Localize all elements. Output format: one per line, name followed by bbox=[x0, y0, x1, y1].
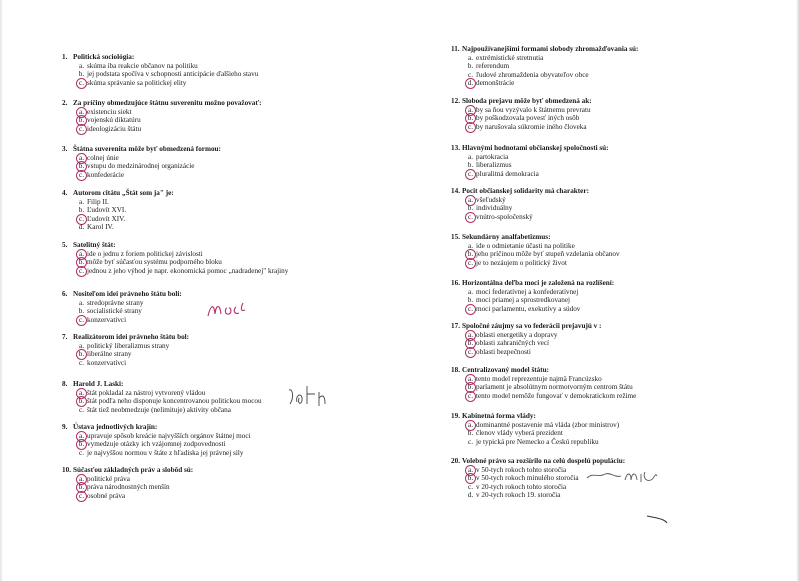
question-title bbox=[62, 241, 288, 250]
answer-text: štát podľa neho disponuje koncentrovanou politickou mocou bbox=[87, 397, 262, 406]
answer-text: moci priamej a sprostredkovanej bbox=[476, 296, 571, 305]
answer-text: je typická pre Nemecko a Českú republiku bbox=[476, 437, 599, 446]
question-text: Štátna suverenita môže byť obmedzená formou: bbox=[73, 145, 221, 153]
answer-option bbox=[465, 71, 638, 80]
question-number: 6. bbox=[62, 290, 68, 298]
answer-letter-circled: c. bbox=[465, 123, 476, 132]
answer-option bbox=[76, 449, 251, 458]
answer-text: jej podstata spočíva v schopnosti anticipácie ďalšieho stavu bbox=[87, 70, 259, 79]
answer-letter-circled: b. bbox=[465, 339, 476, 348]
answer-text: upravuje spôsob kreácie najvyšších orgánov štátnej moci bbox=[87, 431, 251, 440]
answer-letter: b. bbox=[467, 161, 474, 170]
question-text: Hlavnými hodnotami občianskej spoločnosti sú: bbox=[462, 144, 609, 152]
question-number: 16. bbox=[451, 279, 460, 287]
answer-option bbox=[76, 475, 193, 484]
answer-letter-circled: c. bbox=[465, 213, 476, 222]
answer-text: moci parlamentu, exekutívy a súdov bbox=[476, 304, 581, 313]
answer-letter-circled: b. bbox=[76, 258, 87, 267]
answer-text: Karol IV. bbox=[87, 223, 114, 232]
question-number: 18. bbox=[451, 366, 460, 374]
question-text: Spoločné záujmy sa vo federácii prejavujú v : bbox=[462, 322, 602, 330]
answer-options bbox=[465, 196, 589, 222]
question-block bbox=[62, 145, 221, 179]
answer-letter-circled: a. bbox=[465, 106, 476, 115]
answer-options bbox=[465, 375, 636, 401]
question-text: Za príčiny obmedzujúce štátnu suverenitu možno považovať: bbox=[73, 99, 262, 107]
question-title bbox=[62, 380, 262, 389]
answer-text: je to nezáujem o politický život bbox=[476, 258, 567, 267]
answer-letter: a. bbox=[468, 53, 473, 62]
answer-options bbox=[465, 242, 620, 268]
answer-options bbox=[76, 108, 262, 134]
answer-letter-circled: a. bbox=[76, 250, 87, 259]
answer-text: colnej únie bbox=[87, 153, 119, 162]
answer-letter-circled: a. bbox=[76, 108, 87, 117]
answer-letter: c. bbox=[79, 358, 84, 367]
answer-option bbox=[76, 154, 221, 163]
answer-option bbox=[465, 331, 601, 340]
question-block bbox=[451, 187, 589, 221]
question-text: Satelitný štát: bbox=[73, 241, 116, 249]
answer-text: demonštrácie bbox=[476, 79, 515, 88]
answer-text: liberálne strany bbox=[87, 350, 132, 359]
answer-option bbox=[465, 383, 636, 392]
handwritten-tick-mark bbox=[645, 510, 671, 526]
question-block bbox=[62, 380, 262, 414]
answer-letter: b. bbox=[78, 70, 85, 79]
answer-letter-circled: b. bbox=[76, 397, 87, 406]
answer-options bbox=[76, 250, 288, 276]
answer-option bbox=[76, 342, 189, 351]
question-text: Politická sociológia: bbox=[73, 53, 135, 61]
answer-letter-circled: b. bbox=[76, 483, 87, 492]
answer-letter: d. bbox=[467, 491, 474, 500]
answer-option bbox=[76, 198, 174, 207]
question-title bbox=[62, 423, 251, 432]
question-number: 9. bbox=[62, 423, 68, 431]
answer-letter: b. bbox=[467, 296, 474, 305]
answer-letter-circled: c. bbox=[465, 259, 476, 268]
question-block bbox=[451, 366, 636, 400]
answer-letter-circled: c. bbox=[76, 316, 87, 325]
question-title bbox=[451, 366, 636, 375]
question-number: 13. bbox=[451, 144, 460, 152]
question-text: Sekundárny analfabetizmus: bbox=[462, 233, 551, 241]
answer-option bbox=[76, 223, 174, 232]
question-text: Volebné právo sa rozšírilo na celú dospelú populáciu: bbox=[462, 457, 626, 465]
answer-option bbox=[76, 359, 189, 368]
question-number: 10. bbox=[62, 466, 71, 474]
answer-letter-circled: a. bbox=[465, 196, 476, 205]
question-block bbox=[62, 53, 258, 87]
answer-text: referendum bbox=[476, 62, 510, 71]
question-text: Pocit občianskej solidarity má charakter: bbox=[462, 187, 589, 195]
question-title bbox=[62, 53, 258, 62]
answer-letter-circled: c. bbox=[76, 492, 87, 501]
answer-option bbox=[76, 108, 262, 117]
answer-text: členov vlády vyberá prezident bbox=[476, 429, 563, 438]
answer-letter: b. bbox=[78, 307, 85, 316]
question-text: Horizontálna deľba moci je založená na rozlíšení: bbox=[462, 279, 615, 287]
answer-letter: c. bbox=[468, 70, 473, 79]
answer-letter-circled: b. bbox=[76, 162, 87, 171]
answer-letter-circled: a. bbox=[465, 466, 476, 475]
answer-letter: a. bbox=[468, 287, 473, 296]
answer-letter-circled: a. bbox=[76, 432, 87, 441]
question-text: Harold J. Laski: bbox=[73, 380, 124, 388]
question-title bbox=[451, 279, 614, 288]
answer-text: Ľudovít XVI. bbox=[87, 206, 127, 215]
answer-option bbox=[76, 162, 221, 171]
answer-text: vstupu do medzinárodnej organizácie bbox=[87, 162, 195, 171]
question-block bbox=[451, 322, 601, 356]
question-number: 20. bbox=[451, 457, 460, 465]
answer-option bbox=[465, 62, 638, 71]
question-title bbox=[451, 45, 638, 54]
question-text: Centralizovaný model štátu: bbox=[462, 366, 550, 374]
answer-text: individuálny bbox=[476, 204, 513, 213]
answer-letter: c. bbox=[468, 437, 473, 446]
question-block bbox=[62, 466, 193, 500]
answer-option bbox=[76, 350, 189, 359]
answer-option bbox=[465, 296, 614, 305]
question-text: Autorom citátu „Štát som ja" je: bbox=[73, 189, 174, 197]
answer-text: skúma iba reakcie občanov na politiku bbox=[87, 61, 198, 70]
question-text: Realizátorom idei právneho štátu bol: bbox=[73, 333, 190, 341]
answer-option bbox=[465, 429, 619, 438]
answer-letter-circled: a. bbox=[465, 421, 476, 430]
answer-letter-circled: b. bbox=[465, 474, 476, 483]
question-text: Kabinetná forma vlády: bbox=[462, 412, 536, 420]
answer-letter-circled: c. bbox=[465, 170, 476, 179]
question-number: 19. bbox=[451, 412, 460, 420]
answer-options bbox=[76, 342, 189, 368]
answer-text: socialistické strany bbox=[87, 307, 142, 316]
answer-option bbox=[465, 421, 619, 430]
answer-text: by narušovala súkromie iného človeka bbox=[476, 122, 587, 131]
answer-options bbox=[76, 299, 182, 325]
question-number: 8. bbox=[62, 380, 68, 388]
answer-option bbox=[465, 123, 592, 132]
answer-option bbox=[76, 215, 174, 224]
answer-letter: d. bbox=[78, 223, 85, 232]
answer-letter: b. bbox=[467, 204, 474, 213]
answer-text: štát tiež neobmedzuje (nelimituje) aktivity občana bbox=[87, 405, 231, 414]
answer-text: práva národnostných menšín bbox=[87, 483, 170, 492]
answer-text: parlament je absolútnym normotvorným centrom štátu bbox=[476, 383, 633, 392]
answer-text: jeho príčinou môže byť stupeň vzdelania občanov bbox=[476, 250, 620, 259]
answer-options bbox=[76, 154, 221, 180]
answer-letter: c. bbox=[79, 405, 84, 414]
answer-option bbox=[465, 54, 638, 63]
question-text: Najpoužívanejšími formami slobody zhromažďovania sú: bbox=[462, 45, 639, 53]
answer-letter-circled: c. bbox=[76, 79, 87, 88]
answer-option bbox=[76, 316, 182, 325]
answer-options bbox=[76, 432, 251, 458]
answer-letter: c. bbox=[468, 482, 473, 491]
question-block bbox=[451, 144, 609, 178]
answer-options bbox=[76, 389, 262, 415]
answer-option bbox=[76, 389, 262, 398]
answer-option bbox=[76, 70, 258, 79]
answer-options bbox=[465, 54, 638, 88]
answer-text: skúma správanie sa politickej elity bbox=[87, 78, 187, 87]
answer-text: vojenskú diktatúru bbox=[87, 116, 141, 125]
question-number: 12. bbox=[451, 97, 460, 105]
answer-letter-circled: a. bbox=[465, 331, 476, 340]
question-title bbox=[451, 412, 619, 421]
answer-text: štát pokladal za nástroj vytvorený vládou bbox=[87, 388, 206, 397]
answer-option bbox=[76, 440, 251, 449]
handwritten-mark-q20 bbox=[585, 466, 661, 486]
answer-letter-circled: a. bbox=[76, 389, 87, 398]
question-number: 4. bbox=[62, 189, 68, 197]
answer-option bbox=[76, 250, 288, 259]
question-number: 11. bbox=[451, 45, 460, 53]
answer-options bbox=[76, 62, 258, 88]
answer-letter: b. bbox=[467, 429, 474, 438]
answer-text: dominantné postavenie má vláda (zbor ministrov) bbox=[476, 420, 620, 429]
answer-option bbox=[465, 213, 589, 222]
answer-text: vnútro-spoločenský bbox=[476, 212, 533, 221]
answer-option bbox=[465, 196, 589, 205]
answer-option bbox=[465, 161, 609, 170]
answer-option bbox=[465, 259, 620, 268]
page-edge-shadow-left bbox=[0, 0, 3, 581]
answer-text: partokracia bbox=[476, 152, 509, 161]
answer-options bbox=[465, 153, 609, 179]
question-title bbox=[62, 189, 174, 198]
question-block bbox=[62, 333, 189, 367]
answer-letter-circled: c. bbox=[76, 267, 87, 276]
answer-option bbox=[76, 79, 258, 88]
question-text: Súčasťou základných práv a slobôd sú: bbox=[73, 466, 194, 474]
answer-option bbox=[465, 305, 614, 314]
answer-letter-circled: a. bbox=[465, 375, 476, 384]
answer-option bbox=[465, 438, 619, 447]
question-title bbox=[62, 99, 262, 108]
question-text: Ústava jednotlivých krajín: bbox=[73, 423, 158, 431]
question-block bbox=[62, 189, 174, 232]
answer-letter-circled: b. bbox=[465, 383, 476, 392]
answer-text: pluralitná demokracia bbox=[476, 169, 539, 178]
answer-text: politické práva bbox=[87, 474, 130, 483]
answer-letter-circled: b. bbox=[76, 440, 87, 449]
answer-letter-circled: c. bbox=[76, 171, 87, 180]
question-block bbox=[451, 412, 619, 446]
answer-letter-circled: c. bbox=[465, 392, 476, 401]
answer-option bbox=[465, 348, 601, 357]
question-title bbox=[451, 322, 601, 331]
answer-text: oblasti zahraničných vecí bbox=[476, 339, 550, 348]
answer-text: môže byť súčasťou systému podporného bloku bbox=[87, 258, 222, 267]
answer-text: tento model nemôže fungovať v demokratickom režime bbox=[476, 391, 637, 400]
left-column bbox=[62, 0, 452, 581]
answer-text: tento model reprezentuje najmä Francúzsko bbox=[476, 374, 602, 383]
answer-option bbox=[465, 250, 620, 259]
answer-letter: a. bbox=[79, 61, 84, 70]
answer-text: konzervatívci bbox=[87, 358, 127, 367]
question-title bbox=[451, 144, 609, 153]
answer-letter: a. bbox=[468, 241, 473, 250]
question-block bbox=[62, 423, 251, 457]
answer-letter: b. bbox=[467, 62, 474, 71]
answer-option bbox=[76, 206, 174, 215]
answer-option bbox=[76, 483, 193, 492]
answer-text: ideologizáciu štátu bbox=[87, 124, 142, 133]
answer-text: by sa ňou vyzývalo k štátnemu prevratu bbox=[476, 105, 591, 114]
answer-letter: a. bbox=[79, 341, 84, 350]
question-block bbox=[62, 99, 262, 133]
answer-options bbox=[76, 475, 193, 501]
answer-option bbox=[76, 406, 262, 415]
answer-letter-circled: c. bbox=[76, 125, 87, 134]
answer-letter-circled: c. bbox=[76, 215, 87, 224]
answer-options bbox=[465, 288, 614, 314]
answer-option bbox=[465, 339, 601, 348]
answer-letter-circled: c. bbox=[465, 305, 476, 314]
question-block bbox=[62, 241, 288, 275]
answer-letter-circled: b. bbox=[76, 350, 87, 359]
answer-letter-circled: a. bbox=[76, 154, 87, 163]
answer-text: ľudové zhromaždenia obyvateľov obce bbox=[476, 70, 589, 79]
answer-text: vymedzuje otázky ich vzájomnej zodpovednosti bbox=[87, 440, 226, 449]
question-number: 5. bbox=[62, 241, 68, 249]
answer-option bbox=[76, 125, 262, 134]
answer-text: oblasti energetiky a dopravy bbox=[476, 330, 558, 339]
question-block bbox=[62, 290, 182, 324]
answer-text: by poškodzovala povesť iných osôb bbox=[476, 114, 580, 123]
answer-text: v 50-tych rokoch tohto storočia bbox=[476, 465, 567, 474]
answer-text: oblasti bezpečnosti bbox=[476, 347, 531, 356]
answer-letter: a. bbox=[79, 197, 84, 206]
question-title bbox=[62, 333, 189, 342]
answer-option bbox=[76, 171, 221, 180]
answer-option bbox=[465, 288, 614, 297]
answer-text: politický liberalizmus strany bbox=[87, 341, 170, 350]
answer-option bbox=[465, 491, 625, 500]
answer-text: liberalizmus bbox=[476, 161, 512, 170]
answer-option bbox=[465, 106, 592, 115]
answer-option bbox=[76, 397, 262, 406]
answer-text: konfederácie bbox=[87, 170, 125, 179]
answer-letter: b. bbox=[78, 206, 85, 215]
question-number: 3. bbox=[62, 145, 68, 153]
question-title bbox=[451, 457, 625, 466]
answer-letter: a. bbox=[79, 298, 84, 307]
question-number: 15. bbox=[451, 233, 460, 241]
answer-letter: a. bbox=[468, 152, 473, 161]
answer-option bbox=[465, 170, 609, 179]
question-text: Nositeľom idei právneho štátu boli: bbox=[73, 290, 182, 298]
right-column bbox=[451, 0, 800, 581]
answer-text: ide o jednu z foriem politickej závislosti bbox=[87, 249, 203, 258]
answer-option bbox=[76, 62, 258, 71]
question-number: 1. bbox=[62, 53, 68, 61]
answer-text: v 20-tych rokoch tohto storočia bbox=[476, 482, 567, 491]
answer-option bbox=[465, 392, 636, 401]
answer-text: osobné práva bbox=[87, 491, 126, 500]
answer-options bbox=[465, 421, 619, 447]
answer-option bbox=[76, 492, 193, 501]
answer-option bbox=[465, 153, 609, 162]
answer-option bbox=[465, 242, 620, 251]
answer-letter-circled: d. bbox=[465, 79, 476, 88]
answer-text: existenciu siekt bbox=[87, 107, 132, 116]
answer-letter-circled: b. bbox=[76, 116, 87, 125]
answer-letter-circled: c. bbox=[465, 348, 476, 357]
answer-text: je najvyššou normou v štáte z hľadiska jej právnej sily bbox=[87, 448, 244, 457]
answer-letter-circled: b. bbox=[465, 250, 476, 259]
answer-option bbox=[76, 116, 262, 125]
question-block bbox=[451, 97, 592, 131]
answer-text: všeľudský bbox=[476, 195, 506, 204]
answer-option bbox=[465, 79, 638, 88]
answer-letter-circled: b. bbox=[465, 114, 476, 123]
answer-option bbox=[465, 114, 592, 123]
question-title bbox=[62, 145, 221, 154]
answer-text: ide o odmietanie účasti na politike bbox=[476, 241, 575, 250]
answer-options bbox=[465, 106, 592, 132]
answer-text: v 20-tych rokoch 19. storočia bbox=[476, 491, 561, 500]
answer-options bbox=[76, 198, 174, 232]
question-text: Sloboda prejavu môže byť obmedzená ak: bbox=[462, 97, 592, 105]
question-number: 2. bbox=[62, 99, 68, 107]
answer-text: konzervatívci bbox=[87, 315, 127, 324]
question-block bbox=[451, 233, 620, 267]
answer-option bbox=[465, 204, 589, 213]
answer-text: moci federatívnej a konfederatívnej bbox=[476, 287, 579, 296]
answer-option bbox=[76, 307, 182, 316]
answer-text: jednou z jeho výhod je napr. ekonomická pomoc „nadradenej" krajiny bbox=[87, 266, 289, 275]
question-title bbox=[62, 290, 182, 299]
answer-letter: c. bbox=[79, 448, 84, 457]
answer-option bbox=[465, 375, 636, 384]
question-block bbox=[451, 279, 614, 313]
handwritten-mark-q6 bbox=[205, 298, 253, 320]
answer-text: Filip II. bbox=[87, 197, 109, 206]
answer-option bbox=[76, 299, 182, 308]
handwritten-mark-q8 bbox=[285, 384, 331, 410]
question-number: 14. bbox=[451, 187, 460, 195]
answer-text: extrémistické stretnutia bbox=[476, 53, 544, 62]
answer-option bbox=[76, 432, 251, 441]
answer-option bbox=[76, 267, 288, 276]
answer-text: Ľudovít XIV. bbox=[87, 214, 126, 223]
question-title bbox=[451, 233, 620, 242]
question-block bbox=[451, 45, 638, 88]
answer-option bbox=[76, 258, 288, 267]
answer-options bbox=[465, 331, 601, 357]
answer-text: stredoprávne strany bbox=[87, 298, 144, 307]
answer-text: v 50-tych rokoch minulého storočia bbox=[476, 474, 579, 483]
question-number: 17. bbox=[451, 322, 460, 330]
answer-letter-circled: a. bbox=[76, 475, 87, 484]
question-number: 7. bbox=[62, 333, 68, 341]
